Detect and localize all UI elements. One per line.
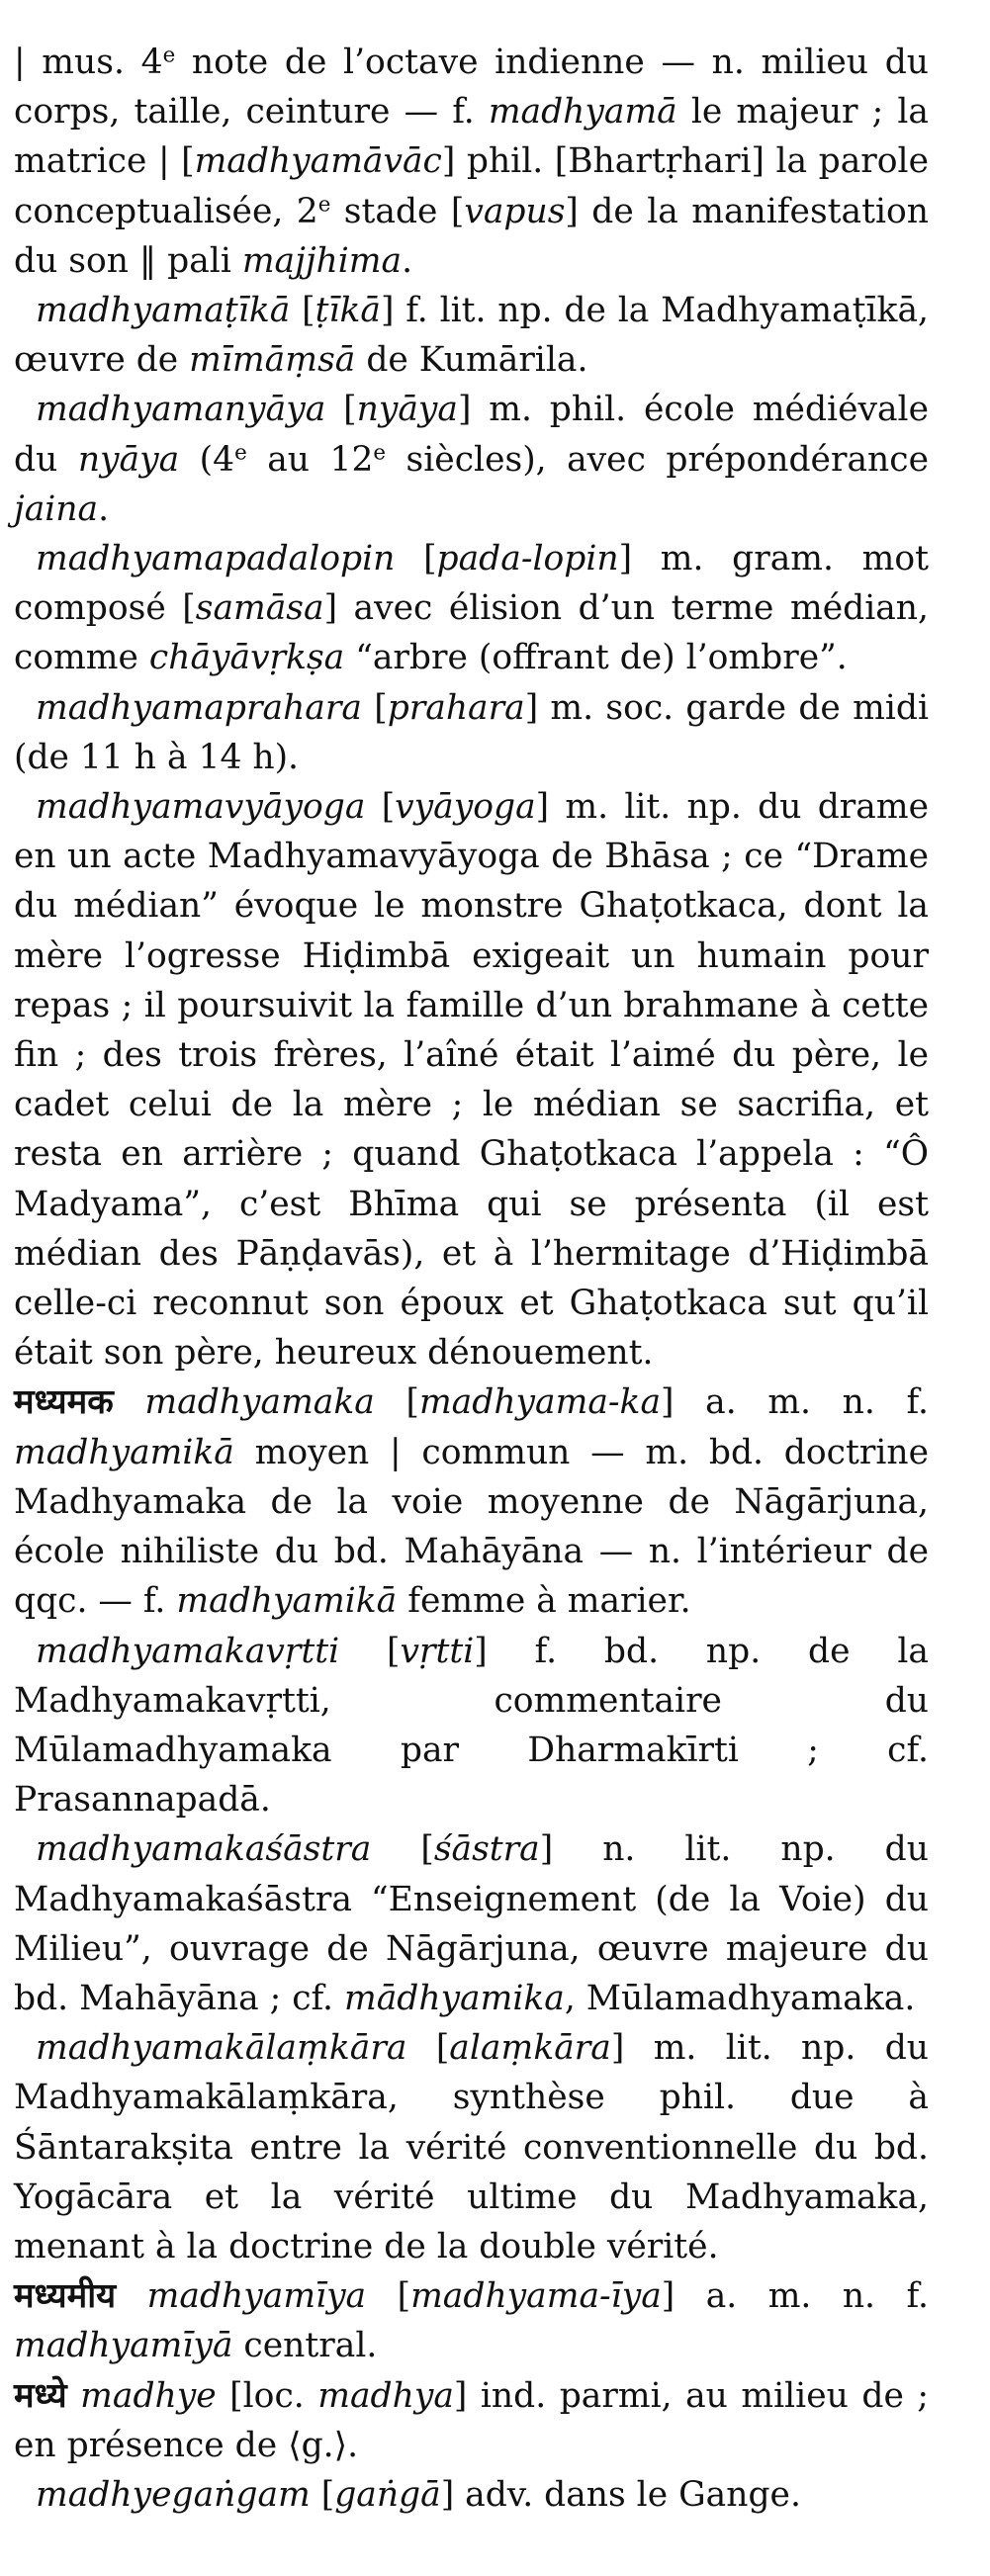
italic-term: madhyamikā	[14, 1432, 234, 1472]
italic-term: madhyamapadalopin	[36, 539, 396, 579]
entry-text	[116, 2276, 146, 2316]
entry-text: ] f. bd. np. de la Madhyamakavṛtti, commentaire du Mūlamadhyamaka par Dharmakīrti ; cf. Prasannapadā.	[14, 1631, 929, 1821]
entry-text: ] de la manifestation du son ‖ pali	[14, 191, 929, 281]
entry-text: ] m. lit. np. du drame en un acte Madhyamavyāyoga de Bhāsa ; ce “Drame du médian” évoque le monstre Ghaṭotkaca, dont la mère l’ogresse Hiḍimbā exigeait un humain pour repas ; il poursuivit la famille d’un brahmane à cette fin ; des trois frères, l’aîné était l’aimé du père, le cadet celui de la mère ; le médian se sacrifia, et resta en arrière ; quand Ghaṭotkaca l’appela : “Ô Madyama”, c’est Bhīma qui se présenta (il est médian des Pāṇḍavās), et à l’hermitage d’Hiḍimbā celle-ci reconnut son époux et Ghaṭotkaca sut qu’il était son père, heureux dénouement.	[14, 787, 929, 1374]
entry-text: [	[361, 687, 388, 728]
entry-text: ] avec élision d’un terme médian, comme	[14, 588, 929, 678]
entry-text: femme à marier.	[397, 1581, 691, 1622]
italic-term: madhyamavyāyoga	[36, 787, 366, 828]
italic-term: madhyamakālaṃkāra	[36, 2028, 407, 2069]
italic-term: majjhima	[241, 240, 403, 281]
italic-term: chāyāvṛkṣa	[148, 638, 345, 678]
italic-term: madhyamaṭīkā	[36, 291, 291, 331]
italic-term: madhye	[80, 2375, 217, 2416]
italic-term: ṭīkā	[315, 291, 381, 331]
entry-text: ] m. soc. garde de midi (de 11 h à 14 h).	[14, 687, 929, 777]
italic-term: mīmāṃsā	[189, 340, 356, 381]
italic-term: madhyamāvāc	[194, 141, 442, 182]
entry-text: (4	[179, 439, 235, 480]
italic-term: madhyamaka	[144, 1382, 375, 1423]
entry-text: [	[325, 390, 357, 430]
sub-entry	[14, 2023, 929, 2271]
entry-text: [	[395, 539, 437, 579]
italic-term: madhyamaprahara	[36, 687, 362, 728]
sub-entry	[14, 683, 929, 782]
italic-term: nyāya	[77, 439, 180, 480]
entry-text: ] m. lit. np. du Madhyamakālaṃkāra, synthèse phil. due à Śāntarakṣita entre la vérité conventionnelle du bd. Yogācāra et la vérité ultime du Madhyamaka, menant à la doctrine de la double vérité.	[14, 2028, 929, 2266]
dictionary-entry	[14, 2371, 929, 2470]
ordinal-superscript: e	[373, 439, 387, 465]
sub-entry	[14, 385, 929, 534]
entry-text: de Kumārila.	[355, 340, 588, 381]
italic-term: madhya	[317, 2375, 454, 2416]
entry-text: ] a. m. n. f.	[661, 1382, 930, 1423]
entry-text: ] m. gram. mot composé [	[14, 539, 929, 629]
italic-term: madhyamā	[488, 92, 677, 133]
sub-entry	[14, 1824, 929, 2023]
italic-term: jaina	[14, 489, 99, 529]
entry-text: le majeur ; la matrice | [	[14, 92, 929, 182]
entry-text: .	[98, 489, 110, 529]
italic-term: alaṃkāra	[449, 2028, 611, 2069]
entry-text: note de l’octave indienne — n. milieu du corps, taille, ceinture — f.	[14, 43, 929, 133]
italic-term: mādhyamika	[343, 1978, 565, 2018]
devanagari-headword: मध्यमीय	[14, 2276, 117, 2317]
entry-text: “arbre (offrant de) l’ombre”.	[344, 638, 848, 678]
entry-text: | mus. 4	[14, 43, 163, 82]
entry-text: [	[365, 787, 396, 828]
dictionary-entry	[14, 2271, 929, 2370]
entry-text: [	[371, 1829, 434, 1870]
italic-term: gaṅgā	[334, 2474, 441, 2515]
ordinal-superscript: e	[162, 43, 176, 68]
italic-term: madhyamikā	[176, 1581, 398, 1622]
entry-text: central.	[232, 2326, 378, 2366]
sub-entry	[14, 1627, 929, 1825]
italic-term: samāsa	[195, 588, 324, 629]
entry-text: ] f. lit. np. de la Madhyamaṭīkā, œuvre de	[14, 291, 929, 381]
entry-text: moyen | commun — m. bd. doctrine Madhyamaka de la voie moyenne de Nāgārjuna, école nihiliste du bd. Mahāyāna — n. l’intérieur de qqc. — f.	[14, 1432, 929, 1622]
entry-text	[114, 1382, 145, 1422]
sub-entry	[14, 286, 929, 385]
entry-text: ] n. lit. np. du Madhyamakaśāstra “Enseignement (de la Voie) du Milieu”, ouvrage de Nāgārjuna, œuvre majeure du bd. Mahāyāna ; cf.	[14, 1829, 929, 2018]
italic-term: madhyama-ka	[418, 1382, 662, 1423]
italic-term: madhyamīyā	[14, 2326, 233, 2366]
italic-term: madhyamakaśāstra	[36, 1829, 372, 1870]
entry-text	[67, 2376, 81, 2416]
italic-term: madhyama-īya	[410, 2276, 662, 2317]
italic-term: prahara	[387, 687, 525, 728]
italic-term: madhyamanyāya	[36, 390, 326, 430]
italic-term: nyāya	[356, 390, 458, 430]
italic-term: madhyegaṅgam	[36, 2474, 311, 2515]
entry-text: ] a. m. n. f.	[661, 2276, 929, 2317]
sub-entry	[14, 534, 929, 683]
entry-text: [	[339, 1631, 401, 1671]
italic-term: pada-lopin	[436, 539, 619, 579]
entry-text: [	[406, 2028, 450, 2069]
entry-text: [	[366, 2276, 411, 2317]
entry-text: [loc.	[216, 2375, 318, 2416]
entry-text: ] ind. parmi, au milieu de ; en présence de ⟨g.⟩.	[14, 2375, 929, 2465]
entry-text: siècles), avec prépondérance	[386, 439, 929, 480]
entry-text: .	[402, 240, 413, 281]
entry-text: [	[290, 291, 315, 331]
italic-term: vyāyoga	[395, 787, 536, 828]
sub-entry	[14, 2470, 929, 2520]
italic-term: vṛtti	[400, 1631, 475, 1671]
ordinal-superscript: e	[317, 191, 331, 217]
entry-text: [	[310, 2474, 335, 2515]
entry-text: ] phil. [Bhartṛhari] la parole conceptualisée, 2	[14, 141, 929, 231]
entry-text: stade [	[330, 191, 465, 231]
dictionary-entry	[14, 38, 929, 286]
entry-text: , Mūlamadhyamaka.	[564, 1978, 916, 2018]
entry-text: au 12	[246, 439, 374, 480]
italic-term: śāstra	[433, 1829, 540, 1870]
italic-term: vapus	[464, 191, 566, 231]
entry-text: ] m. phil. école médiévale du	[14, 390, 929, 480]
dictionary-entry	[14, 1377, 929, 1626]
italic-term: madhyamakavṛtti	[36, 1631, 340, 1671]
entry-text: [	[374, 1382, 419, 1423]
devanagari-headword: मध्यमक	[14, 1382, 114, 1423]
entry-text: ] adv. dans le Gange.	[440, 2474, 801, 2515]
italic-term: madhyamīya	[146, 2276, 367, 2317]
sub-entry	[14, 782, 929, 1377]
ordinal-superscript: e	[234, 439, 247, 465]
devanagari-headword: मध्ये	[14, 2375, 67, 2416]
